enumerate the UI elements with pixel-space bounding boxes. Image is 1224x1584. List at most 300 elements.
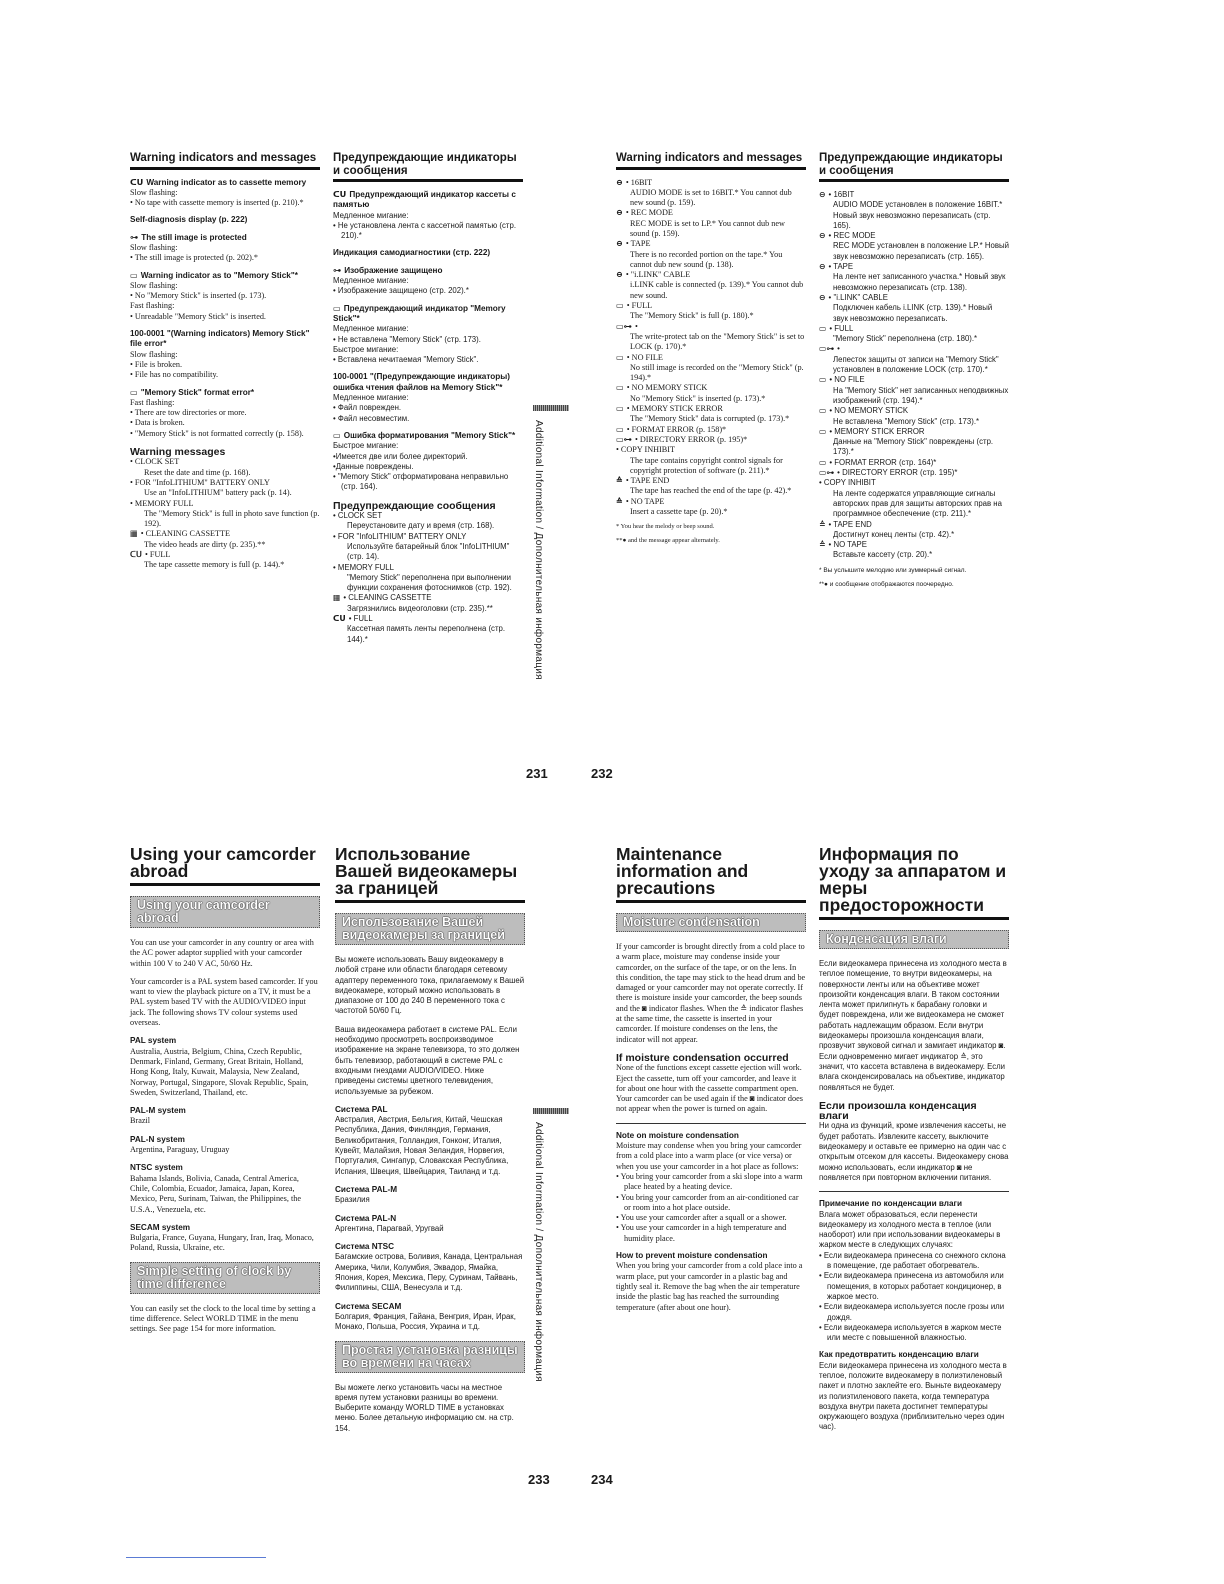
col-body (819, 190, 1012, 589)
subheading (130, 233, 320, 243)
memory-stick-icon: ▭ (333, 430, 341, 440)
text: Болгария, Франция, Гайана, Венгрия, Иран, Ирак, Монако, Польша, Россия, Украина и т.д. (335, 1311, 516, 1332)
text-line (130, 478, 320, 488)
text-line (335, 1115, 525, 1177)
text-line (616, 425, 806, 435)
text: Быстрое мигание: (333, 441, 399, 451)
text: SECAM system (130, 1222, 191, 1232)
text-line (819, 959, 1009, 1093)
footnote: * Вы услышите мелодию или зуммерный сигнал. (819, 566, 967, 574)
divider (616, 1123, 806, 1124)
memory-stick-icon: ▭ (819, 406, 827, 416)
text: • "Memory Stick" отформатирована неправильно (стр. 164). (333, 472, 511, 492)
cassette-memory-icon: ᑕᑌ (333, 190, 347, 199)
text-line (333, 614, 523, 624)
subheading (335, 1302, 525, 1312)
text-line (616, 507, 806, 517)
text: No still image is recorded on the "Memory Stick" (p. 194).* (630, 362, 806, 383)
text: Your camcorder is a PAL system based camcorder. If you want to view the playback picture on a TV, it must be a PAL system based TV with the AUDIO/VIDEO input jack. The following shows TV colour systems used overseas. (130, 976, 318, 1028)
audio-icon: ⊖ (819, 231, 826, 241)
text: Изображение защищено (344, 265, 443, 275)
text-line (333, 542, 523, 563)
text-line (819, 262, 1009, 272)
subheading (130, 271, 320, 281)
text-line (333, 521, 523, 531)
text: • 16BIT (625, 177, 653, 187)
text-line (616, 414, 806, 424)
text-line (335, 1195, 525, 1205)
text-line (130, 370, 320, 380)
text-line (333, 335, 523, 345)
text-line (335, 1312, 525, 1333)
text: • NO FILE (829, 375, 865, 385)
page-title: Using your camcorder abroad (130, 846, 320, 886)
text-line (333, 441, 523, 451)
eject-icon: ≙ (616, 476, 623, 486)
text-line (819, 427, 1009, 437)
text: Bahama Islands, Bolivia, Canada, Central America, Chile, Colombia, Ecuador, Jamaica, Japan, Korea, Mexico, Peru, Surinam, Taiwan, the Philippines, the U.S.A., Venezuela, etc. (130, 1173, 301, 1214)
eject-icon: ≙ (819, 519, 826, 529)
text-line (616, 383, 806, 393)
memory-stick-icon: ▭ (616, 383, 624, 393)
text-line (333, 403, 523, 413)
text-line (616, 178, 806, 188)
text-line (819, 1251, 1009, 1272)
page-title: Maintenance information and precautions (616, 846, 806, 903)
text: Use an "InfoLITHIUM" battery pack (p. 14). (144, 488, 292, 498)
text: • NO TAPE (828, 540, 867, 550)
text-line (333, 452, 523, 462)
text-line (819, 272, 1009, 293)
subheading (616, 1251, 806, 1261)
text: Ни одна из функций, кроме извлечения кассеты, не будет работать. Извлеките кассету, выключите видеокамеру и оставьте ее примерно на один час с открытым отсеком для кассеты. Видеокамеру снова можно использовать, если индикатор ◙ не появляется при повторном включении питания. (819, 1121, 1009, 1182)
text: • You bring your camcorder from a ski slope into a warm place heated by a heating device. (616, 1171, 805, 1192)
text: • TAPE (828, 262, 854, 272)
col-en-warning (130, 152, 320, 571)
text-line (130, 398, 320, 408)
text: • CLOCK SET (333, 511, 383, 521)
footnote: **● и сообщение отображаются поочередно. (819, 580, 954, 588)
page-title: Информация по уходу за аппаратом и меры предосторожности (819, 846, 1009, 920)
subheading (130, 215, 320, 225)
text: Не вставлена "Memory Stick" (стр. 173).* (833, 416, 980, 426)
audio-icon: ⊖ (616, 177, 623, 187)
text: • FULL (626, 301, 653, 311)
section-tab (533, 405, 569, 411)
text: • FULL (348, 613, 373, 623)
text: When you bring your camcorder from a cold place into a warm place, put your camcorder in a plastic bag and tightly seal it. Remove the bag when the air temperature inside the plastic bag has reached the surrounding temperature (after about one hour). (616, 1261, 803, 1312)
subheading (130, 388, 320, 398)
text: Вы можете легко установить часы на местное время путем установки разницы во времени. Выберите команду WORLD TIME в установках меню. Более детальную информацию см. на стр. 154. (335, 1382, 514, 1433)
text-line (130, 408, 320, 418)
col-ru-warning (333, 152, 523, 645)
text-line (130, 529, 320, 539)
memory-stick-icon: ▭ (819, 426, 827, 436)
text: • REC MODE (828, 231, 876, 241)
text-line (819, 355, 1009, 376)
text-line (616, 280, 806, 301)
text: Если произошла конденсация влаги (819, 1099, 977, 1123)
text: Using your camcorder abroad (137, 898, 270, 925)
text-line (130, 243, 320, 253)
text-line (130, 1233, 320, 1254)
text: • Если видеокамера используется после грозы или дождя. (819, 1302, 1007, 1322)
text-line (130, 488, 320, 498)
text: • FULL (829, 323, 854, 333)
text: • MEMORY STICK ERROR (626, 404, 723, 414)
memory-stick-icon: ▭ (819, 375, 827, 385)
text: Если видеокамера принесена из холодного места в теплое помещение, то внутри видеокамеры, на поверхности ленты или на объективе может произойти конденсация влаги. В таком состоянии лента может прилипнуть к барабану головки и будет повреждена, или же видеокамера не сможет работать надлежащим образом. Если внутри видеокамеры произошла конденсация влаги, прозвучит звуковой сигнал и замигает индикатор ◙. Если одновременно мигает индикатор ≙, это значит, что кассета вставлена в видеокамеру. Если влага сконденсировалась на объективе, индикатор появляться не будет. (819, 959, 1007, 1092)
text: Кассетная память ленты переполнена (стр. 144).* (347, 624, 508, 644)
text-line (616, 208, 806, 218)
col-ru-abroad (335, 846, 525, 1442)
text: Бразилия (335, 1195, 370, 1205)
page-number: 231 (526, 766, 548, 781)
text-line (819, 540, 1009, 550)
text: Система PAL-N (335, 1213, 397, 1223)
text-line (333, 414, 523, 424)
text: • TAPE END (828, 519, 872, 529)
text: Bulgaria, France, Guyana, Hungary, Iran, Iraq, Monaco, Poland, Russia, Ukraine, etc. (130, 1233, 314, 1253)
text-line (333, 532, 523, 542)
text-line (130, 550, 320, 560)
text: • NO MEMORY STICK (829, 406, 909, 416)
text: Конденсация влаги (826, 932, 947, 946)
text: Australia, Austria, Belgium, China, Czech Republic, Denmark, Finland, Germany, Great Britain, Holland, Hong Kong, Italy, Kuwait, Malaysia, New Zealand, Norway, Portugal, Singapore, Slovak Republic, Spain, Sweden, Switzerland, Thailand, etc. (130, 1046, 309, 1097)
text: • COPY INHIBIT (819, 478, 876, 488)
text: Fast flashing: (130, 301, 175, 311)
text: • DIRECTORY ERROR (p. 195)* (634, 434, 748, 444)
text-line (616, 497, 806, 507)
text: Медленное мигание: (333, 276, 409, 286)
text: • NO MEMORY STICK (626, 383, 708, 393)
text-line (616, 301, 806, 311)
text: Slow flashing: (130, 280, 178, 290)
text-line (130, 301, 320, 311)
side-label: Additional Information / Дополнительная информация (533, 1122, 544, 1382)
text-line (130, 312, 320, 322)
text: Fast flashing: (130, 397, 175, 407)
text-line (616, 188, 806, 209)
text: • COPY INHIBIT (616, 445, 675, 455)
text: На ленте содержатся управляющие сигналы авторских прав для защиты авторских прав на программное обеспечение (стр. 211).* (833, 488, 1005, 519)
text: • Если видеокамера используется в жарком месте или месте с повышенной влажностью. (819, 1322, 1004, 1343)
text-line (616, 476, 806, 486)
text-line (130, 429, 320, 439)
text-line (616, 1193, 806, 1214)
text: Данные на "Memory Stick" повреждены (стр. 173).* (833, 437, 996, 457)
text-line (616, 363, 806, 384)
text-line (616, 322, 806, 332)
text-line (819, 324, 1009, 334)
text-line (819, 231, 1009, 241)
text: The "Memory Stick" is full (p. 180).* (630, 311, 754, 321)
memory-stick-icon: ▭ (130, 387, 138, 397)
text: •Данные повреждены. (333, 461, 414, 471)
text-line (130, 1047, 320, 1098)
text: • You use your camcorder after a squall or a shower. (616, 1213, 787, 1223)
text: Переустановите дату и время (стр. 168). (347, 521, 495, 531)
text-line (616, 456, 806, 477)
text: •Имеется две или более директорий. (333, 451, 468, 461)
text: • Если видеокамера принесена со снежного склона в помещение, где работает обогреватель. (819, 1250, 1008, 1271)
text: Argentina, Paraguay, Uruguay (130, 1145, 230, 1155)
text: Достигнут конец ленты (стр. 42).* (833, 529, 955, 539)
text: Brazil (130, 1116, 151, 1126)
audio-icon: ⊖ (616, 239, 623, 249)
text-line (333, 563, 523, 573)
text-line (819, 1121, 1009, 1183)
text-line (130, 1174, 320, 1215)
text: • Файл несовместим. (333, 413, 410, 423)
footer-link-line (126, 1557, 266, 1558)
text: Ваша видеокамера работает в системе PAL. Если необходимо просмотреть воспроизводимое изображение на экране телевизора, то это должен быть телевизор, работающий в системе PAL с входными гнездами AUDIO/VIDEO. Ниже приведены системы цветного телевидения, используемые за рубежом. (335, 1024, 520, 1096)
subheading (130, 329, 320, 350)
text: • The still image is protected (p. 202).* (130, 253, 259, 263)
text: • CLEANING CASSETTE (343, 593, 432, 603)
subheading (333, 266, 523, 276)
text: • There are tow directories or more. (130, 408, 247, 418)
text: Индикация самодиагностики (стр. 222) (333, 248, 491, 258)
memory-stick-icon: ▭ (819, 323, 827, 333)
text-line (616, 239, 806, 249)
section-band (616, 913, 806, 932)
text-line (130, 1145, 320, 1155)
text-line (819, 489, 1009, 520)
text-line (130, 1116, 320, 1126)
text-line (333, 462, 523, 472)
memory-stick-icon: ▭ (130, 270, 138, 280)
text: Вы можете использовать Вашу видеокамеру в любой стране или области благодаря сетевому адаптеру переменного тока, прилагаемому к Вашей видеокамере, который можно использовать в диапазоне от 100 до 240 В переменного тока с частотой 50/60 Гц. (335, 955, 525, 1016)
subheading (130, 1223, 320, 1233)
text-line (333, 393, 523, 403)
text: Warning indicator as to "Memory Stick"* (140, 270, 298, 280)
eject-icon: ≙ (616, 496, 623, 506)
text-line (333, 573, 523, 594)
text: • FORMAT ERROR (стр. 164)* (829, 457, 937, 467)
text: Лепесток защиты от записи на "Memory Stick" установлен в положение LOCK (стр. 170).* (833, 354, 1001, 375)
text-line (616, 486, 806, 496)
text-line (333, 593, 523, 603)
text: Insert a cassette tape (p. 20).* (630, 507, 728, 516)
eject-icon: ≙ (819, 540, 826, 550)
text: Moisture condensation (623, 915, 760, 929)
section-band (335, 1341, 525, 1373)
subheading (819, 1350, 1009, 1360)
text: • Не вставлена "Memory Stick" (стр. 173). (333, 334, 481, 344)
subheading (130, 1036, 320, 1046)
subheading (333, 431, 523, 441)
text: AUDIO MODE is set to 16BIT.* You cannot dub new sound (p. 159). (630, 187, 794, 208)
cassette-memory-icon: ᑕᑌ (333, 613, 346, 623)
text: • No "Memory Stick" is inserted (p. 173). (130, 291, 267, 301)
col-body (616, 913, 806, 1313)
text-line (333, 221, 523, 242)
section-band (130, 896, 320, 928)
key-icon: ⊶ (333, 265, 342, 275)
subheading (335, 1242, 525, 1252)
text-line (130, 281, 320, 291)
text-line (616, 270, 806, 280)
text: • TAPE END (625, 476, 670, 486)
section-band (335, 913, 525, 945)
page-number: 233 (528, 1472, 550, 1487)
text-line (333, 472, 523, 493)
section-header: Предупреждающие индикаторы и сообщения (333, 152, 523, 182)
section-header: Warning indicators and messages (130, 152, 320, 170)
text-line (819, 293, 1009, 303)
subheading (333, 304, 523, 325)
text: None of the functions except cassette ejection will work. Eject the cassette, turn off your camcorder, and leave it for about one hour with the cassette compartment open. Your camcorder can be used again if the ◙ indicator does not appear when the power is turned on again. (616, 1063, 803, 1114)
footnote: **● and the message appear alternately. (616, 537, 720, 545)
subheading (130, 1106, 320, 1116)
text-line (130, 540, 320, 550)
text: AUDIO MODE установлен в положение 16BIT.* Новый звук невозможно перезаписать (стр. 165). (833, 200, 1005, 230)
page-title: Использование Вашей видеокамеры за границей (335, 846, 525, 903)
text-line (819, 530, 1009, 540)
text-line (130, 938, 320, 969)
subheading (333, 372, 523, 393)
text-line (616, 1063, 806, 1114)
subheading (130, 1163, 320, 1173)
text: • DIRECTORY ERROR (стр. 195)* (837, 468, 958, 478)
text-line (130, 253, 320, 263)
text-line (819, 1302, 1009, 1323)
text: How to prevent moisture condensation (616, 1251, 768, 1261)
cleaning-icon: ▦ (333, 593, 341, 603)
subheading (333, 501, 523, 511)
text: The tape contains copyright control signals for copyright protection of software (p. 211).* (630, 455, 785, 475)
text: • (837, 344, 840, 354)
text-line (335, 1224, 525, 1234)
subheading (130, 178, 320, 188)
text: Warning indicator as to cassette memory (146, 177, 307, 187)
text: Вставьте кассету (стр. 20).* (833, 550, 933, 560)
page-number: 232 (591, 766, 613, 781)
memory-stick-key-icon: ▭⊶ (616, 321, 632, 331)
text-line (819, 190, 1009, 200)
text-line (616, 332, 806, 353)
col-body (335, 913, 525, 1434)
subheading (130, 447, 320, 457)
text: NTSC system (130, 1163, 183, 1173)
section-tab (533, 1108, 569, 1114)
text-line (819, 334, 1009, 344)
text-line (616, 942, 806, 1045)
subheading (333, 248, 523, 258)
text-line (130, 360, 320, 370)
text: • FULL (144, 550, 171, 559)
text-line (819, 417, 1009, 427)
text: • Unreadable "Memory Stick" is inserted. (130, 311, 266, 321)
text: • File is broken. (130, 359, 182, 369)
text-line (130, 188, 320, 198)
text: Slow flashing: (130, 242, 178, 252)
text: • Файл поврежден. (333, 403, 402, 413)
text: PAL-M system (130, 1106, 186, 1116)
text: No "Memory Stick" is inserted (p. 173).* (630, 393, 766, 403)
text: Slow flashing: (130, 349, 178, 359)
text: • MEMORY FULL (130, 498, 194, 508)
text: Simple setting of clock by time difference (137, 1263, 292, 1291)
text: The tape cassette memory is full (p. 144).* (144, 560, 285, 570)
subheading (335, 1105, 525, 1115)
text: На ленте нет записанного участка.* Новый звук невозможно перезаписать (стр. 138). (833, 272, 1008, 292)
section-band (130, 1262, 320, 1294)
text: Аргентина, Парагвай, Уругвай (335, 1223, 444, 1233)
text: • NO TAPE (625, 496, 665, 506)
page-number: 234 (591, 1472, 613, 1487)
text-line (819, 437, 1009, 458)
subheading (819, 1199, 1009, 1209)
text-line (819, 375, 1009, 385)
text: The "Memory Stick" data is corrupted (p. 173).* (630, 414, 790, 424)
col-body (130, 896, 320, 1335)
text: • Если видеокамера принесена из автомобиля или помещения, в которых работает кондиционер, в жаркое место. (819, 1271, 1006, 1301)
subheading (616, 1053, 806, 1063)
text: • "Memory Stick" is not formatted correctly (p. 158). (130, 428, 304, 438)
text: Система NTSC (335, 1242, 395, 1252)
text-line (130, 457, 320, 467)
text: Система PAL (335, 1104, 388, 1114)
text: • No tape with cassette memory is inserted (p. 210).* (130, 198, 304, 208)
text-line (616, 311, 806, 321)
text-line (819, 1210, 1009, 1251)
text: Moisture may condense when you bring your camcorder from a cold place into a warm place (or vice versa) or when you use your camcorder in a hot place as follows: (616, 1141, 804, 1171)
text: Медленное мигание: (333, 210, 409, 220)
text: i.LINK cable is connected (p. 139).* You cannot dub new sound. (630, 280, 806, 300)
memory-stick-key-icon: ▭⊶ (819, 468, 835, 478)
text: PAL-N system (130, 1134, 185, 1144)
subheading (819, 1101, 1009, 1122)
text: The "Memory Stick" is full in photo save function (p. 192). (144, 508, 322, 529)
text: You can use your camcorder in any country or area with the AC power adaptor supplied with your camcorder within 100 V to 240 V AC, 50/60 Hz. (130, 938, 314, 968)
subheading (130, 1135, 320, 1145)
text-line (616, 435, 806, 445)
text: • You bring your camcorder from an air-conditioned car or room into a hot place outside. (616, 1192, 801, 1212)
text: Подключен кабель i.LINK (стр. 139).* Новый звук невозможно перезаписать. (833, 303, 995, 323)
text-line (819, 200, 1009, 231)
text: Предупреждающий индикатор "Memory Stick"* (333, 303, 506, 323)
text: • CLEANING CASSETTE (140, 529, 231, 539)
text: The tape has reached the end of the tape (p. 42).* (630, 486, 792, 496)
text-line (130, 977, 320, 1028)
memory-stick-key-icon: ▭⊶ (819, 344, 835, 354)
cassette-memory-icon: ᑕᑌ (130, 550, 142, 559)
text: Предупреждающие сообщения (333, 499, 496, 512)
text: • MEMORY STICK ERROR (829, 426, 925, 436)
audio-icon: ⊖ (616, 270, 623, 280)
text-line (616, 353, 806, 363)
text: The write-protect tab on the "Memory Stick" is set to LOCK (p. 170).* (630, 331, 807, 352)
subheading (335, 1185, 525, 1195)
text: Note on moisture condensation (616, 1130, 739, 1140)
memory-stick-icon: ▭ (616, 424, 624, 434)
text: Warning messages (130, 446, 226, 459)
text: • TAPE (625, 239, 651, 249)
text-line (333, 276, 523, 286)
text: Загрязнились видеоголовки (стр. 235).** (347, 603, 493, 613)
side-label: Additional Information / Дополнительная информация (533, 420, 544, 680)
text-line (333, 324, 523, 334)
text: Система PAL-M (335, 1184, 398, 1194)
section-header: Warning indicators and messages (616, 152, 806, 170)
cassette-memory-icon: ᑕᑌ (130, 177, 144, 187)
col-body (819, 930, 1009, 1433)
text: Австралия, Австрия, Бельгия, Китай, Чешская Республика, Дания, Финляндия, Германия, Великобритания, Голландия, Гонконг, Италия, Кувейт, Малайзия, Новая Зеландия, Норвегия, Португалия, Сингапур, Словакская Республика, Испания, Швеция, Швейцария, Таиланд и т.д. (335, 1115, 509, 1176)
text: "Memory Stick" переполнена при выполнении функции сохранения фотоснимков (стр. 192). (347, 572, 514, 593)
text-line (616, 1223, 806, 1244)
